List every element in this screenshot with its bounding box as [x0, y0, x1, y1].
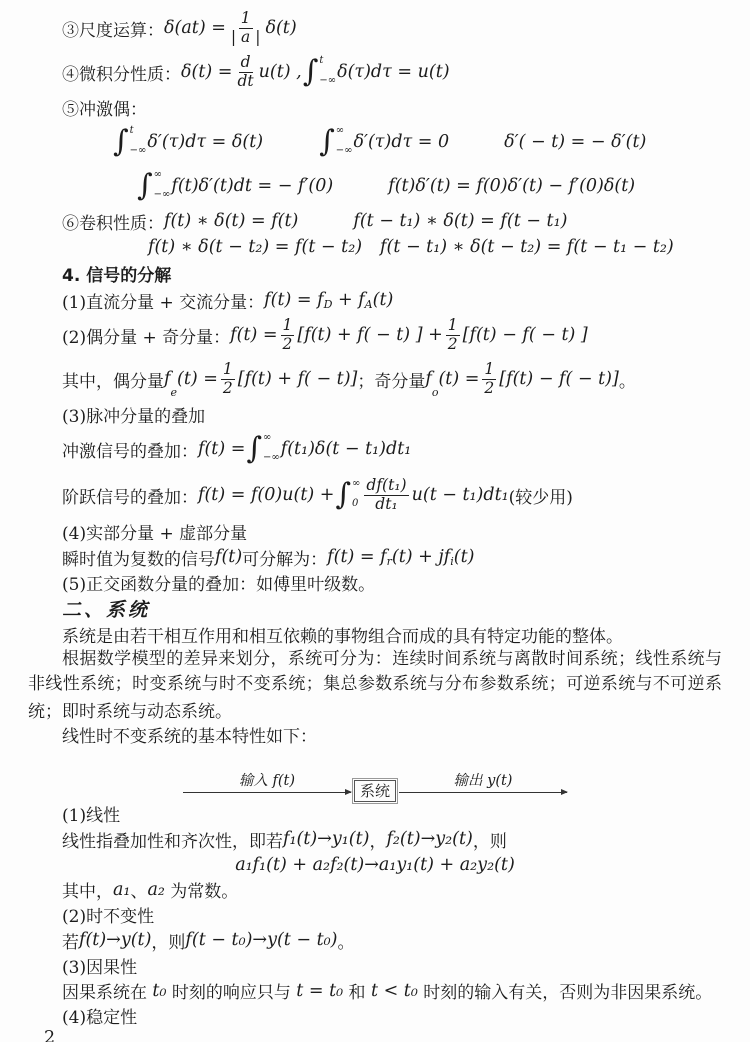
formula: f(t − t₁) ∗ δ(t) = f(t − t₁): [353, 211, 568, 231]
math-segment: f(t): [215, 547, 243, 567]
linearity-definition-line: [28, 826, 722, 852]
doublet-formula-row-1: [28, 120, 722, 164]
math-segment: + f: [332, 290, 365, 310]
math-segment: (t): [453, 547, 475, 567]
integral-symbol: ∫: [302, 54, 319, 89]
item-label: (1)线性: [62, 806, 121, 826]
text-segment: 为常数。: [164, 882, 239, 902]
math-segment: [f(t) − f( − t)]: [499, 369, 619, 389]
convolution-property-row-2: [28, 234, 722, 260]
integral-upper-limit: t: [129, 125, 134, 136]
math-segment: δ′(τ)dτ = 0: [353, 132, 450, 152]
fraction: [364, 477, 408, 513]
math-segment: f(t) =: [198, 439, 246, 459]
formula: f(t)δ′(t) = f(0)δ′(t) − f′(0)δ(t): [388, 176, 636, 196]
subscript: o: [431, 386, 439, 399]
causality-definition-line: [28, 978, 722, 1003]
formula-label: 冲激信号的叠加：: [62, 441, 198, 462]
page-number: 2: [44, 1028, 56, 1042]
fraction-numerator: 1: [222, 360, 233, 379]
item-label: (2)偶分量 + 奇分量：: [62, 327, 231, 348]
integral-lower-limit: −∞: [319, 75, 337, 86]
fraction-denominator: dt₁: [375, 494, 398, 513]
step-superposition-line: [28, 471, 722, 519]
fraction: [446, 317, 460, 353]
integral-sign: [246, 432, 279, 466]
output-arrow-shaft: [399, 792, 567, 793]
math-segment: a₂: [147, 879, 165, 900]
fraction-numerator: df(t₁): [366, 476, 407, 495]
integral-limits: [129, 125, 147, 159]
math-segment: f(t − t₀)→y(t − t₀): [185, 930, 338, 950]
system-box: 系统: [354, 780, 396, 802]
property-item-linearity: [28, 801, 722, 826]
fraction-numerator: 1: [240, 9, 251, 28]
math-segment: [f(t) − f( − t) ]: [462, 325, 588, 345]
integral-lower-limit: −∞: [129, 145, 147, 156]
math-segment: u(t − t₁)dt₁: [411, 485, 509, 505]
time-invariance-definition-line: [28, 927, 722, 953]
formula: δ′( − t) = − δ′(t): [504, 132, 647, 152]
math-segment: f: [425, 369, 432, 389]
formula: a₁f₁(t) + a₂f₂(t)→a₁y₁(t) + a₂y₂(t): [235, 854, 515, 875]
formula: [136, 169, 333, 203]
fraction-denominator: | a |: [230, 27, 261, 46]
text-line: 线性时不变系统的基本特性如下：: [62, 727, 317, 747]
text-segment: 可分解为：: [242, 549, 328, 570]
formula: f(t) ∗ δ(t − t₂) = f(t − t₂): [148, 237, 363, 257]
formula: [112, 125, 263, 159]
integral-lower-limit: −∞: [335, 145, 353, 156]
integral-lower-limit: −∞: [153, 189, 171, 200]
output-arrow: [399, 769, 567, 793]
system-block-diagram: [28, 747, 722, 801]
math-segment: f: [164, 369, 171, 389]
integral-limits: [153, 169, 171, 203]
item-label: (1)直流分量 + 交流分量：: [62, 292, 265, 313]
fraction-numerator: 1: [447, 316, 458, 335]
fraction-denominator: dt: [237, 71, 254, 90]
integral-lower-limit: 0: [352, 498, 359, 509]
math-segment: f(t) = f: [327, 547, 387, 567]
subscript: A: [364, 298, 373, 311]
fraction-denominator: 2: [282, 334, 293, 353]
fraction-denominator: 2: [484, 378, 495, 397]
math-segment: a₁: [113, 879, 131, 900]
integral-upper-limit: ∞: [153, 169, 162, 180]
fraction: [229, 10, 263, 46]
subscript: D: [323, 298, 333, 311]
decomposition-item-2: [28, 313, 722, 357]
text-segment: 、: [130, 882, 148, 902]
integral-limits: [335, 125, 353, 159]
formula-label: ③尺度运算：: [62, 20, 164, 41]
text-segment: (较少用): [508, 487, 573, 508]
subscript: i: [450, 555, 454, 568]
fraction: [482, 361, 496, 397]
output-label: 输出 y(t): [453, 773, 513, 789]
fraction-numerator: d: [240, 53, 251, 72]
formula: [62, 209, 298, 234]
text-segment: 其中，偶分量: [62, 371, 164, 392]
decomposition-item-3: [28, 401, 722, 427]
text-segment: 时刻的输入有关，否则为非因果系统。: [417, 983, 713, 1003]
property-item-stability: [28, 1003, 722, 1028]
decomposition-item-1: [28, 287, 722, 313]
math-segment: (t) =: [177, 369, 218, 389]
integral-upper-limit: ∞: [352, 478, 361, 489]
system-classification-line-1: 根据数学模型的差异来划分，系统可分为：连续时间系统与离散时间系统；线性系统与: [62, 649, 722, 669]
text-segment: 若: [62, 932, 79, 953]
fraction-denominator: 2: [447, 334, 458, 353]
even-odd-component-line: [28, 357, 722, 401]
integral-upper-limit: t: [319, 55, 324, 66]
integral-sign: [303, 55, 336, 89]
math-segment: [f(t) + f( − t) ] +: [297, 325, 443, 345]
item-label: (4)稳定性: [62, 1008, 138, 1028]
complex-signal-line: [28, 544, 722, 570]
math-segment: f(t) = f: [264, 290, 324, 310]
math-segment: (t) =: [438, 369, 480, 389]
integral-sign: [319, 125, 352, 159]
fraction: [221, 361, 235, 397]
decomposition-item-4: [28, 519, 722, 544]
integral-symbol: ∫: [246, 431, 263, 466]
text-segment: 其中，: [62, 882, 113, 902]
item-label: (2)时不变性: [62, 907, 155, 927]
section-title: 4. 信号的分解: [62, 266, 172, 286]
math-segment: u(t) ,: [258, 62, 302, 82]
superposition-formula-line: [28, 852, 722, 877]
fraction-numerator: 1: [282, 316, 293, 335]
integral-limits: [262, 432, 280, 466]
integral-limits: [318, 55, 336, 89]
math-segment: f(t)→y(t): [79, 930, 152, 950]
integral-lower-limit: −∞: [263, 452, 280, 463]
math-segment: [f(t) + f( − t)]: [237, 369, 358, 389]
formula: [318, 125, 449, 159]
decomposition-item-5: [28, 570, 722, 595]
math-segment: (t): [372, 290, 394, 310]
input-arrow-shaft: [183, 792, 351, 793]
text-segment: 因果系统在: [62, 983, 153, 1003]
integral-sign: [335, 478, 360, 512]
text-line: 系统是由若干相互作用和相互依赖的事物组合而成的具有特定功能的整体。: [62, 627, 623, 647]
section-title: 二、系统: [62, 599, 151, 621]
fraction-denominator: 2: [222, 378, 233, 397]
text-segment: 瞬时值为复数的信号: [62, 549, 215, 570]
text-segment: 和: [343, 983, 371, 1003]
item-label: (3)因果性: [62, 958, 138, 978]
math-segment: δ(τ)dτ = u(t): [337, 62, 450, 82]
text-segment: 线性指叠加性和齐次性，即若: [62, 831, 283, 852]
system-definition-paragraph: [28, 622, 722, 647]
integral-sign: [137, 169, 170, 203]
formula-label: ④微积分性质：: [62, 64, 181, 85]
math-segment: δ(t) =: [181, 62, 233, 82]
formula-calculus-property: [28, 50, 722, 94]
text-segment: 。: [618, 371, 636, 392]
math-segment: f(t) = f(0)u(t) +: [198, 485, 335, 505]
input-label: 输入 f(t): [238, 773, 296, 789]
formula: f(t − t₁) ∗ δ(t − t₂) = f(t − t₁ − t₂): [380, 237, 674, 257]
math-segment: δ′(τ)dτ = δ(t): [147, 132, 264, 152]
math-segment: f₁(t)→y₁(t): [283, 829, 370, 849]
integral-symbol: ∫: [319, 124, 335, 159]
item-label: (3)脉冲分量的叠加: [62, 406, 206, 427]
formula-label: 阶跃信号的叠加：: [62, 487, 198, 508]
math-segment: δ(at) =: [164, 18, 226, 38]
text-segment: ，: [369, 831, 387, 852]
subscript: r: [386, 555, 392, 568]
property-item-time-invariance: [28, 902, 722, 927]
integral-symbol: ∫: [335, 477, 352, 512]
system-classification-line-3: [28, 697, 722, 722]
math-segment: f₂(t)→y₂(t): [386, 829, 473, 849]
math-segment: f(t₁)δ(t − t₁)dt₁: [280, 439, 412, 459]
text-line: 统；即时系统与动态系统。: [28, 702, 232, 722]
impulse-doublet-heading: [28, 94, 722, 120]
text-segment: ；奇分量: [357, 371, 426, 392]
item-label: (4)实部分量 + 虚部分量: [62, 524, 248, 544]
formula-scaling-property: [28, 6, 722, 50]
property-item-causality: [28, 953, 722, 978]
integral-upper-limit: ∞: [263, 432, 272, 443]
item-label: (5)正交函数分量的叠加：如傅里叶级数。: [62, 575, 376, 595]
text-segment: ，则: [472, 831, 507, 852]
math-segment: t₀: [152, 980, 167, 1001]
text-segment: 时刻的响应只与: [166, 983, 297, 1003]
math-segment: f(t)δ′(t)dt = − f′(0): [171, 176, 334, 196]
subscript: e: [170, 386, 177, 399]
integral-symbol: ∫: [113, 124, 129, 159]
integral-upper-limit: ∞: [335, 125, 345, 136]
doublet-formula-row-2: [28, 164, 722, 208]
text-segment: 。: [337, 932, 355, 953]
math-segment: f(t) =: [230, 325, 278, 345]
system-classification-line-2: 非线性系统；时变系统与时不变系统；集总参数系统与分布参数系统；可逆系统与不可逆系: [28, 674, 722, 694]
fraction: [235, 54, 255, 90]
section-heading-decomposition: [28, 260, 722, 287]
constants-note-line: [28, 877, 722, 902]
math-segment: f(t) ∗ δ(t) = f(t): [164, 211, 299, 231]
lti-intro-line: [28, 722, 722, 747]
text-segment: ，则: [151, 932, 186, 953]
impulse-superposition-line: [28, 427, 722, 471]
convolution-property-row-1: [28, 208, 722, 234]
math-segment: t < t₀: [370, 980, 418, 1001]
integral-symbol: ∫: [137, 168, 153, 203]
fraction-numerator: 1: [484, 360, 495, 379]
input-arrow: [183, 769, 351, 793]
math-segment: t = t₀: [296, 980, 344, 1001]
integral-limits: [351, 478, 360, 512]
math-segment: δ(t): [265, 18, 297, 38]
formula-label: ⑥卷积性质：: [62, 213, 164, 234]
fraction: [281, 317, 295, 353]
integral-sign: [113, 125, 146, 159]
formula-label: ⑤冲激偶：: [62, 99, 147, 120]
section-heading-system: [28, 595, 722, 622]
math-segment: (t) + jf: [391, 547, 451, 567]
